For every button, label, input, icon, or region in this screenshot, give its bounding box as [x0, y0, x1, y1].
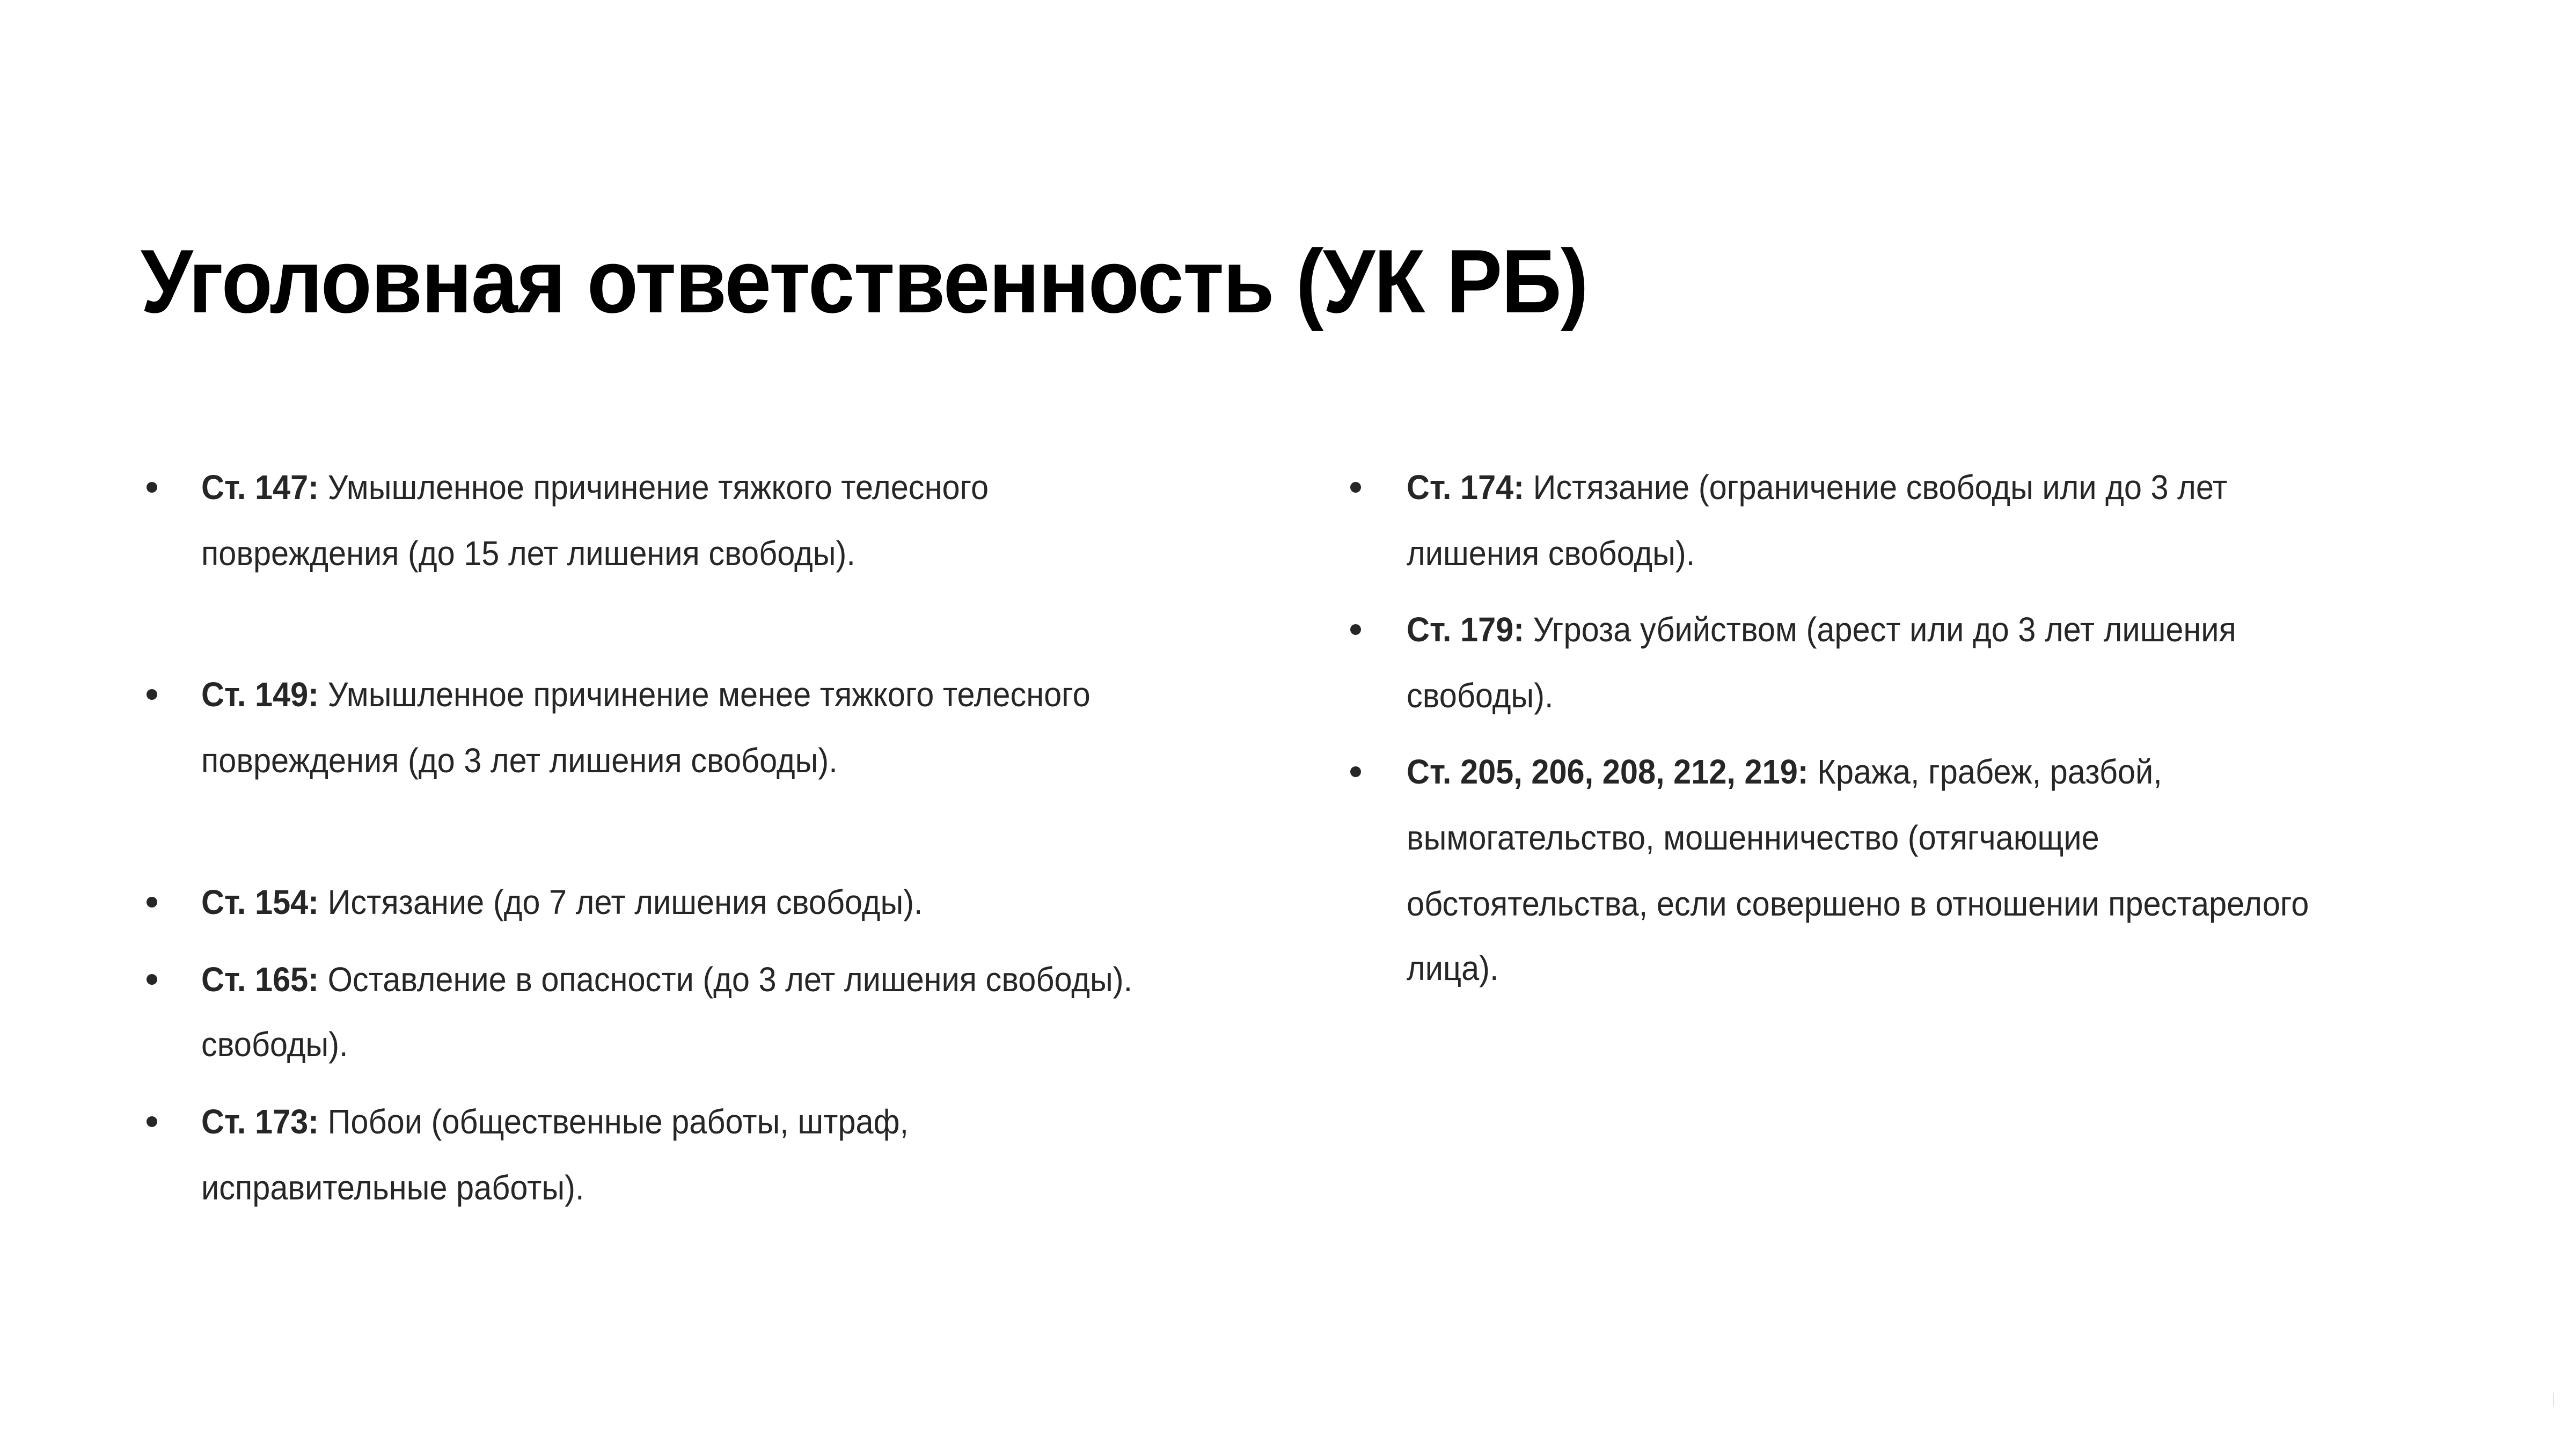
article-description-cont: повреждения (до 15 лет лишения свободы).	[201, 534, 855, 573]
article-description: Умышленное причинение тяжкого телесного	[319, 468, 989, 507]
article-description: Умышленное причинение менее тяжкого телесного	[319, 675, 1091, 714]
bullet-icon	[147, 689, 157, 700]
bullet-icon	[147, 974, 157, 985]
article-number: Ст. 173:	[201, 1102, 319, 1141]
corner-artifact	[2553, 1393, 2554, 1406]
article-number: Ст. 179:	[1407, 610, 1525, 649]
bullet-icon	[1350, 624, 1361, 635]
article-description-cont: вымогательство, мошенничество (отягчающие	[1407, 818, 2099, 857]
bullet-icon	[1350, 482, 1361, 493]
article-description-cont: лица).	[1407, 949, 1499, 987]
bullet-icon	[147, 897, 157, 908]
article-description-cont: свободы).	[1407, 676, 1554, 715]
article-number: Ст. 174:	[1407, 468, 1525, 507]
article-description-cont: повреждения (до 3 лет лишения свободы).	[201, 741, 838, 780]
article-number: Ст. 165:	[201, 960, 319, 999]
article-number: Ст. 147:	[201, 468, 319, 507]
article-description: Кража, грабеж, разбой,	[1808, 752, 2162, 791]
article-description: Истязание (ограничение свободы или до 3 лет	[1524, 468, 2228, 507]
article-description-cont: свободы).	[201, 1025, 348, 1064]
bullet-icon	[147, 1116, 157, 1127]
article-description-cont: исправительные работы).	[201, 1168, 584, 1207]
article-description: Побои (общественные работы, штраф,	[319, 1102, 909, 1141]
article-description: Оставление в опасности (до 3 лет лишения свободы).	[319, 960, 1133, 999]
article-number: Ст. 149:	[201, 675, 319, 714]
article-description-cont: обстоятельства, если совершено в отношении престарелого	[1407, 884, 2309, 923]
article-number: Ст. 205, 206, 208, 212, 219:	[1407, 752, 1809, 791]
slide-title: Уголовная ответственность (УК РБ)	[141, 231, 1588, 332]
article-description: Угроза убийством (арест или до 3 лет лишения	[1524, 610, 2236, 649]
article-description: Истязание (до 7 лет лишения свободы).	[319, 883, 923, 921]
bullet-icon	[147, 482, 157, 493]
article-number: Ст. 154:	[201, 883, 319, 921]
article-description-cont: лишения свободы).	[1407, 534, 1695, 573]
bullet-icon	[1350, 766, 1361, 777]
